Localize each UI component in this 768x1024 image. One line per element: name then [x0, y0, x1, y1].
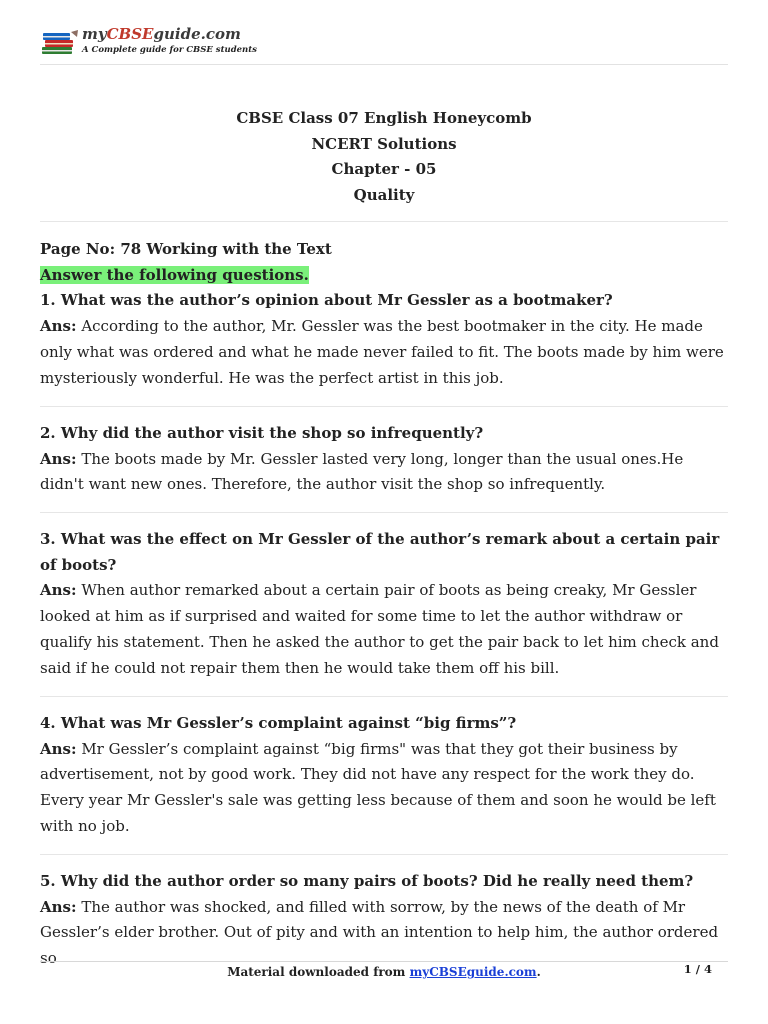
- mycbseguide-logo[interactable]: [40, 25, 257, 60]
- question-2: 2. Why did the author visit the shop so infrequently?: [40, 424, 484, 442]
- document-title: [40, 106, 728, 208]
- divider: [40, 512, 728, 513]
- answer-4: [40, 737, 728, 840]
- logo-tagline: A Complete guide for CBSE students: [82, 45, 257, 55]
- question-1: 1. What was the author’s opinion about Mr Gessler as a bootmaker?: [40, 291, 613, 310]
- books-stack-icon: [40, 29, 80, 57]
- title-line-chapter: Chapter - 05: [331, 160, 437, 178]
- qa-block-4: [40, 711, 728, 840]
- divider: [40, 406, 728, 407]
- divider: [40, 854, 728, 855]
- logo-wordmark: myCBSEguide.com: [82, 25, 241, 43]
- divider: [40, 221, 728, 222]
- answer-text: According to the author, Mr. Gessler was the best bootmaker in the city. He made only what was ordered and what he made never failed to fit. The boots made by him were mysteriously wonderful. He was the perfect artist in this job.: [40, 317, 724, 387]
- ans-label: Ans:: [40, 581, 77, 600]
- answer-text: When author remarked about a certain pair of boots as being creaky, Mr Gessler looked at him as if surprised and waited for some time to let the author withdraw or qualify his statement. Then he asked the author to get the pair back to let him check and said if he could not repair them then he would take them off his bill.: [40, 581, 719, 677]
- ans-label: Ans:: [40, 449, 77, 468]
- ans-label: Ans:: [40, 739, 77, 758]
- qa-block-2: [40, 421, 728, 498]
- highlighted-instruction: Answer the following questions.: [40, 265, 309, 284]
- ans-label: Ans:: [40, 317, 77, 336]
- answer-1: [40, 314, 728, 391]
- page-number: 1 / 4: [683, 962, 712, 976]
- answer-2: [40, 447, 728, 498]
- answer-text: Mr Gessler’s complaint against “big firms" was that they got their business by advertisement, not by good work. They did not have any respect for the work they do. Every year Mr Gessler's sale was getting less because of them and soon he would be left with no job.: [40, 739, 716, 835]
- qa-block-3: [40, 527, 728, 681]
- title-line-class: CBSE Class 07 English Honeycomb: [236, 109, 532, 127]
- page-header: [40, 24, 728, 65]
- question-4: 4. What was Mr Gessler’s complaint against “big firms”?: [40, 714, 517, 732]
- footer-text: Material downloaded from myCBSEguide.com.: [227, 965, 541, 979]
- ans-label: Ans:: [40, 897, 77, 916]
- question-5: 5. Why did the author order so many pairs of boots? Did he really need them?: [40, 872, 694, 890]
- question-3: 3. What was the effect on Mr Gessler of the author’s remark about a certain pair of boots?: [40, 530, 720, 574]
- answer-text: The author was shocked, and filled with sorrow, by the news of the death of Mr Gessler’s elder brother. Out of pity and with an intention to help him, the author ordered so: [40, 897, 719, 968]
- title-line-chapter-name: Quality: [353, 185, 415, 204]
- divider: [40, 696, 728, 697]
- footer-link[interactable]: myCBSEguide.com: [409, 965, 537, 979]
- answer-text: The boots made by Mr. Gessler lasted very long, longer than the usual ones.He didn't want new ones. Therefore, the author visit the shop so infrequently.: [40, 449, 684, 494]
- page-footer: [40, 961, 728, 992]
- qa-block-1: [40, 237, 728, 391]
- section-heading: Page No: 78 Working with the Text: [40, 240, 332, 258]
- title-line-solutions: NCERT Solutions: [311, 134, 457, 153]
- qa-block-5: [40, 869, 728, 972]
- answer-3: [40, 578, 728, 681]
